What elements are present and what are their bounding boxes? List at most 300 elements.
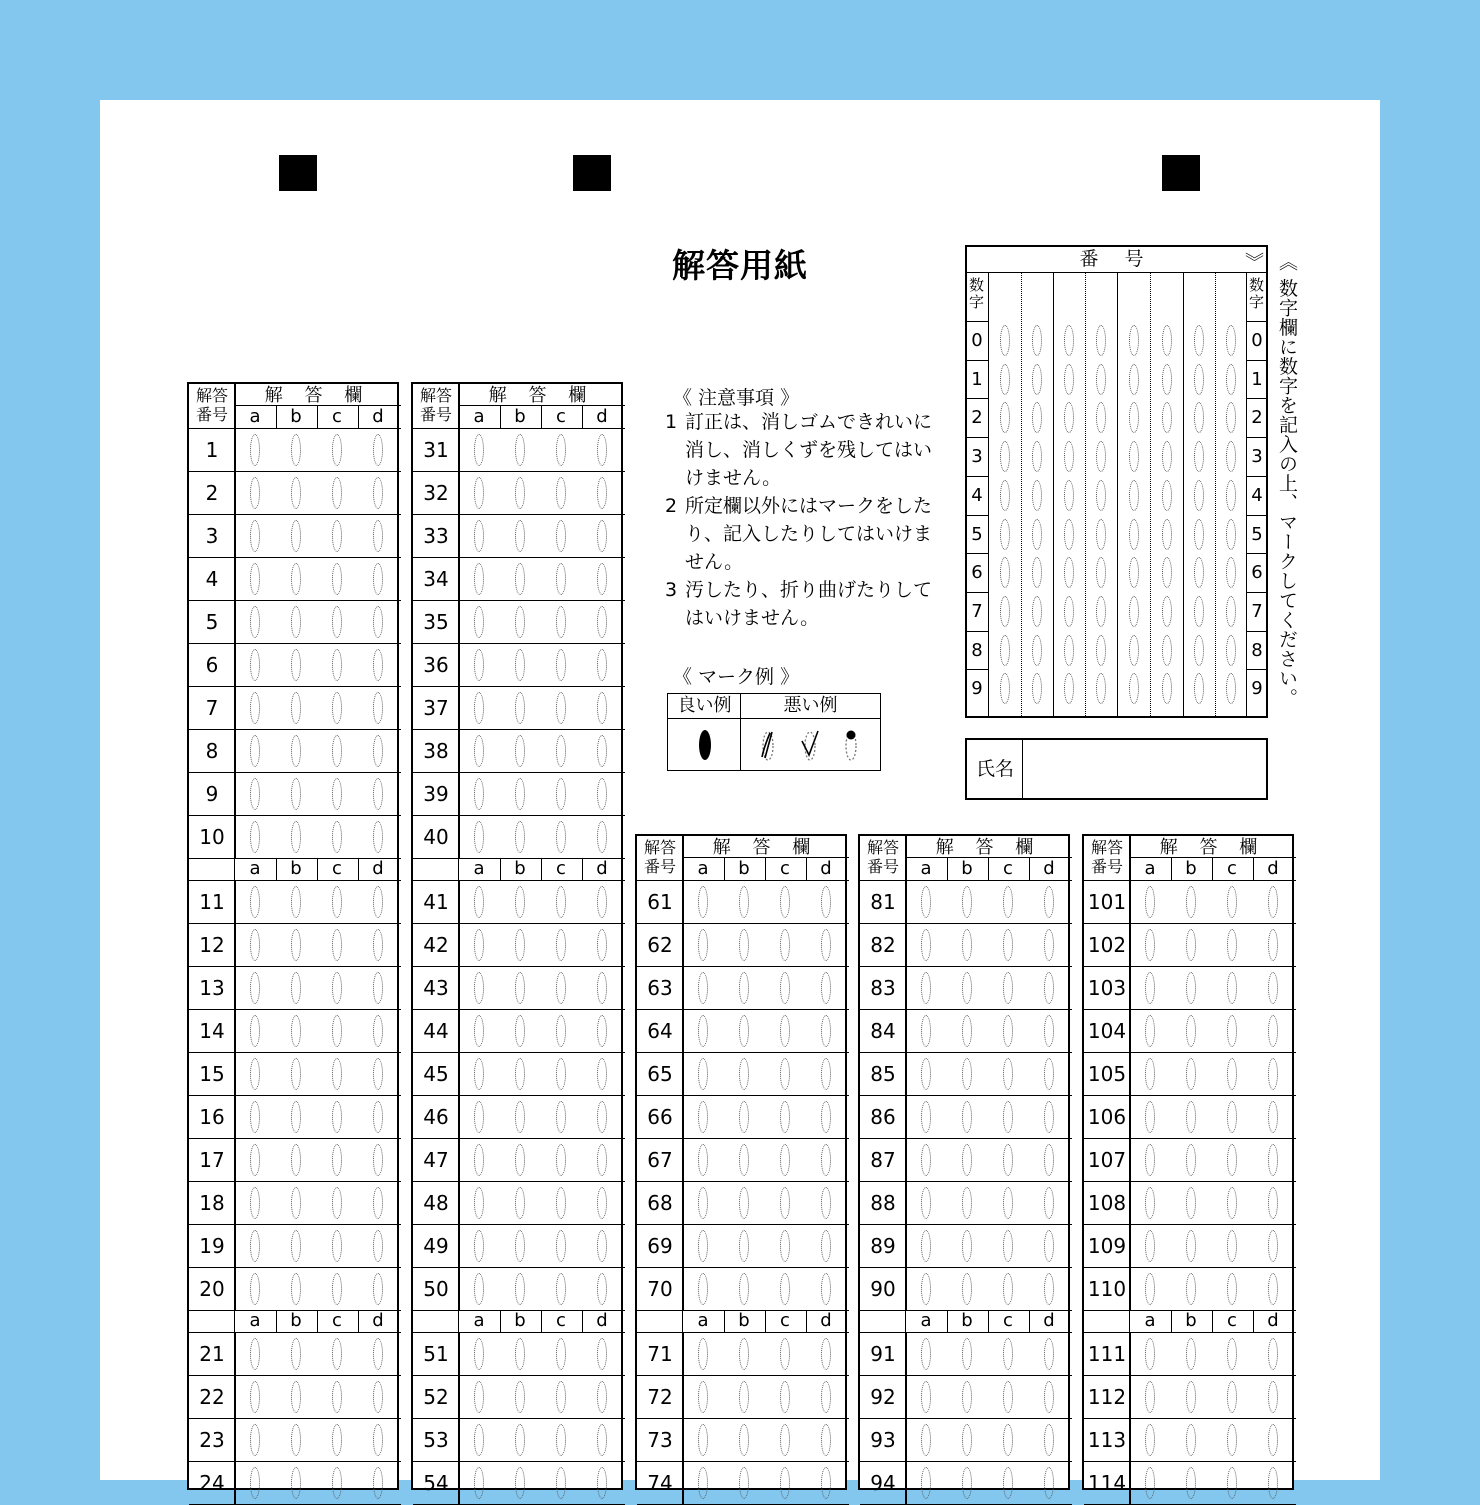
answer-bubble[interactable]: [1268, 1338, 1278, 1370]
answer-bubble[interactable]: [332, 821, 342, 853]
id-digit-bubble[interactable]: [1096, 673, 1106, 704]
answer-bubble[interactable]: [921, 886, 931, 918]
answer-bubble[interactable]: [250, 735, 260, 767]
answer-bubble[interactable]: [921, 1144, 931, 1176]
id-digit-bubble[interactable]: [1064, 635, 1074, 666]
answer-bubble[interactable]: [1003, 1101, 1013, 1133]
answer-bubble[interactable]: [739, 1187, 749, 1219]
answer-bubble[interactable]: [373, 692, 383, 724]
answer-bubble[interactable]: [250, 1058, 260, 1090]
answer-bubble[interactable]: [780, 1058, 790, 1090]
answer-bubble[interactable]: [739, 1144, 749, 1176]
answer-bubble[interactable]: [332, 1381, 342, 1413]
answer-bubble[interactable]: [1003, 1058, 1013, 1090]
answer-bubble[interactable]: [474, 477, 484, 509]
answer-bubble[interactable]: [1186, 1144, 1196, 1176]
id-digit-bubble[interactable]: [1162, 441, 1172, 472]
answer-bubble[interactable]: [1003, 1424, 1013, 1456]
answer-bubble[interactable]: [1227, 972, 1237, 1004]
answer-bubble[interactable]: [921, 929, 931, 961]
answer-bubble[interactable]: [556, 1187, 566, 1219]
id-digit-bubble[interactable]: [1226, 480, 1236, 511]
answer-bubble[interactable]: [597, 972, 607, 1004]
answer-bubble[interactable]: [515, 606, 525, 638]
answer-bubble[interactable]: [515, 1144, 525, 1176]
answer-bubble[interactable]: [597, 1187, 607, 1219]
answer-bubble[interactable]: [250, 477, 260, 509]
answer-bubble[interactable]: [250, 1144, 260, 1176]
answer-bubble[interactable]: [291, 1101, 301, 1133]
answer-bubble[interactable]: [1227, 1381, 1237, 1413]
id-digit-bubble[interactable]: [1194, 596, 1204, 627]
answer-bubble[interactable]: [373, 649, 383, 681]
id-digit-bubble[interactable]: [1226, 402, 1236, 433]
answer-bubble[interactable]: [1268, 972, 1278, 1004]
answer-bubble[interactable]: [1186, 886, 1196, 918]
answer-bubble[interactable]: [780, 886, 790, 918]
answer-bubble[interactable]: [291, 1230, 301, 1262]
answer-bubble[interactable]: [556, 778, 566, 810]
answer-bubble[interactable]: [515, 563, 525, 595]
answer-bubble[interactable]: [780, 1424, 790, 1456]
answer-bubble[interactable]: [250, 563, 260, 595]
answer-bubble[interactable]: [291, 1058, 301, 1090]
id-digit-bubble[interactable]: [1194, 402, 1204, 433]
answer-bubble[interactable]: [597, 434, 607, 466]
answer-bubble[interactable]: [780, 1187, 790, 1219]
answer-bubble[interactable]: [291, 692, 301, 724]
answer-bubble[interactable]: [291, 1015, 301, 1047]
answer-bubble[interactable]: [698, 886, 708, 918]
id-digit-bubble[interactable]: [1129, 441, 1139, 472]
answer-bubble[interactable]: [1044, 1467, 1054, 1499]
answer-bubble[interactable]: [474, 821, 484, 853]
id-digit-bubble[interactable]: [1129, 596, 1139, 627]
answer-bubble[interactable]: [250, 434, 260, 466]
id-digit-bubble[interactable]: [1226, 364, 1236, 395]
id-digit-bubble[interactable]: [1096, 635, 1106, 666]
answer-bubble[interactable]: [739, 929, 749, 961]
id-digit-bubble[interactable]: [1096, 402, 1106, 433]
id-digit-bubble[interactable]: [1129, 557, 1139, 588]
answer-bubble[interactable]: [1186, 1467, 1196, 1499]
answer-bubble[interactable]: [1003, 1467, 1013, 1499]
answer-bubble[interactable]: [698, 1338, 708, 1370]
answer-bubble[interactable]: [250, 1424, 260, 1456]
answer-bubble[interactable]: [1268, 929, 1278, 961]
answer-bubble[interactable]: [921, 1338, 931, 1370]
answer-bubble[interactable]: [921, 1058, 931, 1090]
id-digit-bubble[interactable]: [1162, 480, 1172, 511]
answer-bubble[interactable]: [1145, 1273, 1155, 1305]
answer-bubble[interactable]: [373, 606, 383, 638]
answer-bubble[interactable]: [821, 1381, 831, 1413]
answer-bubble[interactable]: [1044, 1144, 1054, 1176]
answer-bubble[interactable]: [556, 649, 566, 681]
answer-bubble[interactable]: [739, 1338, 749, 1370]
answer-bubble[interactable]: [291, 606, 301, 638]
answer-bubble[interactable]: [250, 1381, 260, 1413]
answer-bubble[interactable]: [474, 1015, 484, 1047]
answer-bubble[interactable]: [474, 1058, 484, 1090]
answer-bubble[interactable]: [1227, 1101, 1237, 1133]
id-digit-bubble[interactable]: [1226, 325, 1236, 356]
answer-bubble[interactable]: [291, 778, 301, 810]
answer-bubble[interactable]: [739, 1015, 749, 1047]
answer-bubble[interactable]: [373, 1338, 383, 1370]
answer-bubble[interactable]: [962, 1015, 972, 1047]
answer-bubble[interactable]: [1145, 1467, 1155, 1499]
answer-bubble[interactable]: [474, 1338, 484, 1370]
answer-bubble[interactable]: [739, 1273, 749, 1305]
id-digit-bubble[interactable]: [1129, 402, 1139, 433]
id-digit-bubble[interactable]: [1226, 441, 1236, 472]
answer-bubble[interactable]: [1227, 1144, 1237, 1176]
answer-bubble[interactable]: [515, 1424, 525, 1456]
answer-bubble[interactable]: [1268, 1424, 1278, 1456]
answer-bubble[interactable]: [332, 434, 342, 466]
answer-bubble[interactable]: [250, 821, 260, 853]
answer-bubble[interactable]: [373, 1381, 383, 1413]
answer-bubble[interactable]: [373, 1144, 383, 1176]
id-digit-bubble[interactable]: [1194, 557, 1204, 588]
answer-bubble[interactable]: [332, 1187, 342, 1219]
answer-bubble[interactable]: [474, 929, 484, 961]
answer-bubble[interactable]: [556, 692, 566, 724]
answer-bubble[interactable]: [597, 1467, 607, 1499]
answer-bubble[interactable]: [698, 1144, 708, 1176]
answer-bubble[interactable]: [291, 649, 301, 681]
answer-bubble[interactable]: [474, 972, 484, 1004]
answer-bubble[interactable]: [921, 1101, 931, 1133]
answer-bubble[interactable]: [597, 1230, 607, 1262]
answer-bubble[interactable]: [332, 1058, 342, 1090]
answer-bubble[interactable]: [332, 649, 342, 681]
answer-bubble[interactable]: [1145, 972, 1155, 1004]
answer-bubble[interactable]: [780, 972, 790, 1004]
answer-bubble[interactable]: [962, 1381, 972, 1413]
id-digit-bubble[interactable]: [1162, 325, 1172, 356]
answer-bubble[interactable]: [474, 606, 484, 638]
answer-bubble[interactable]: [556, 606, 566, 638]
answer-bubble[interactable]: [962, 1338, 972, 1370]
answer-bubble[interactable]: [962, 1424, 972, 1456]
answer-bubble[interactable]: [821, 1144, 831, 1176]
id-digit-bubble[interactable]: [1000, 635, 1010, 666]
answer-bubble[interactable]: [1145, 1338, 1155, 1370]
answer-bubble[interactable]: [1044, 1338, 1054, 1370]
answer-bubble[interactable]: [597, 1058, 607, 1090]
answer-bubble[interactable]: [1268, 1101, 1278, 1133]
answer-bubble[interactable]: [250, 1230, 260, 1262]
answer-bubble[interactable]: [474, 1187, 484, 1219]
id-digit-bubble[interactable]: [1096, 364, 1106, 395]
id-digit-bubble[interactable]: [1096, 519, 1106, 550]
answer-bubble[interactable]: [474, 1230, 484, 1262]
answer-bubble[interactable]: [780, 1338, 790, 1370]
answer-bubble[interactable]: [474, 692, 484, 724]
id-digit-bubble[interactable]: [1194, 325, 1204, 356]
answer-bubble[interactable]: [1145, 1144, 1155, 1176]
answer-bubble[interactable]: [921, 1381, 931, 1413]
id-digit-bubble[interactable]: [1226, 596, 1236, 627]
id-digit-bubble[interactable]: [1000, 557, 1010, 588]
answer-bubble[interactable]: [332, 563, 342, 595]
id-digit-bubble[interactable]: [1162, 596, 1172, 627]
answer-bubble[interactable]: [1268, 1187, 1278, 1219]
answer-bubble[interactable]: [1003, 1273, 1013, 1305]
answer-bubble[interactable]: [556, 1101, 566, 1133]
answer-bubble[interactable]: [373, 1230, 383, 1262]
answer-bubble[interactable]: [515, 477, 525, 509]
id-digit-bubble[interactable]: [1226, 519, 1236, 550]
answer-bubble[interactable]: [1186, 1187, 1196, 1219]
answer-bubble[interactable]: [1003, 1144, 1013, 1176]
answer-bubble[interactable]: [1145, 886, 1155, 918]
answer-bubble[interactable]: [291, 520, 301, 552]
answer-bubble[interactable]: [962, 1273, 972, 1305]
answer-bubble[interactable]: [1227, 1467, 1237, 1499]
answer-bubble[interactable]: [373, 434, 383, 466]
answer-bubble[interactable]: [1145, 929, 1155, 961]
answer-bubble[interactable]: [250, 929, 260, 961]
id-digit-bubble[interactable]: [1129, 480, 1139, 511]
answer-bubble[interactable]: [821, 1058, 831, 1090]
answer-bubble[interactable]: [921, 1273, 931, 1305]
answer-bubble[interactable]: [373, 1424, 383, 1456]
id-digit-bubble[interactable]: [1162, 364, 1172, 395]
answer-bubble[interactable]: [780, 1015, 790, 1047]
answer-bubble[interactable]: [373, 1101, 383, 1133]
id-digit-bubble[interactable]: [1064, 557, 1074, 588]
answer-bubble[interactable]: [556, 1273, 566, 1305]
answer-bubble[interactable]: [515, 434, 525, 466]
name-input[interactable]: [1029, 740, 1260, 798]
answer-bubble[interactable]: [739, 1058, 749, 1090]
answer-bubble[interactable]: [1044, 1381, 1054, 1413]
answer-bubble[interactable]: [291, 1273, 301, 1305]
answer-bubble[interactable]: [515, 1015, 525, 1047]
id-digit-bubble[interactable]: [1162, 557, 1172, 588]
answer-bubble[interactable]: [250, 520, 260, 552]
answer-bubble[interactable]: [291, 477, 301, 509]
answer-bubble[interactable]: [291, 434, 301, 466]
answer-bubble[interactable]: [515, 821, 525, 853]
answer-bubble[interactable]: [1145, 1381, 1155, 1413]
id-digit-bubble[interactable]: [1194, 441, 1204, 472]
answer-bubble[interactable]: [780, 1101, 790, 1133]
answer-bubble[interactable]: [474, 735, 484, 767]
id-digit-bubble[interactable]: [1194, 673, 1204, 704]
answer-bubble[interactable]: [597, 1273, 607, 1305]
answer-bubble[interactable]: [556, 929, 566, 961]
answer-bubble[interactable]: [921, 1467, 931, 1499]
answer-bubble[interactable]: [474, 1144, 484, 1176]
answer-bubble[interactable]: [1227, 1015, 1237, 1047]
answer-bubble[interactable]: [1044, 1015, 1054, 1047]
answer-bubble[interactable]: [332, 692, 342, 724]
answer-bubble[interactable]: [1003, 886, 1013, 918]
answer-bubble[interactable]: [373, 929, 383, 961]
answer-bubble[interactable]: [597, 886, 607, 918]
id-digit-bubble[interactable]: [1032, 596, 1042, 627]
answer-bubble[interactable]: [597, 606, 607, 638]
answer-bubble[interactable]: [373, 778, 383, 810]
id-digit-bubble[interactable]: [1000, 325, 1010, 356]
id-digit-bubble[interactable]: [1000, 402, 1010, 433]
answer-bubble[interactable]: [739, 972, 749, 1004]
id-digit-bubble[interactable]: [1162, 673, 1172, 704]
answer-bubble[interactable]: [373, 477, 383, 509]
answer-bubble[interactable]: [821, 1187, 831, 1219]
id-digit-bubble[interactable]: [1032, 441, 1042, 472]
answer-bubble[interactable]: [698, 929, 708, 961]
id-digit-bubble[interactable]: [1096, 480, 1106, 511]
answer-bubble[interactable]: [1003, 1230, 1013, 1262]
id-digit-bubble[interactable]: [1194, 519, 1204, 550]
answer-bubble[interactable]: [962, 1467, 972, 1499]
answer-bubble[interactable]: [515, 520, 525, 552]
answer-bubble[interactable]: [556, 1338, 566, 1370]
answer-bubble[interactable]: [1268, 1015, 1278, 1047]
id-digit-bubble[interactable]: [1194, 364, 1204, 395]
id-digit-bubble[interactable]: [1226, 557, 1236, 588]
answer-bubble[interactable]: [556, 434, 566, 466]
answer-bubble[interactable]: [556, 1230, 566, 1262]
answer-bubble[interactable]: [1044, 1187, 1054, 1219]
id-digit-bubble[interactable]: [1194, 480, 1204, 511]
answer-bubble[interactable]: [332, 1338, 342, 1370]
answer-bubble[interactable]: [780, 1467, 790, 1499]
answer-bubble[interactable]: [515, 1467, 525, 1499]
answer-bubble[interactable]: [962, 929, 972, 961]
answer-bubble[interactable]: [1186, 1338, 1196, 1370]
answer-bubble[interactable]: [962, 1101, 972, 1133]
answer-bubble[interactable]: [698, 1230, 708, 1262]
answer-bubble[interactable]: [332, 520, 342, 552]
answer-bubble[interactable]: [1044, 1273, 1054, 1305]
answer-bubble[interactable]: [1145, 1101, 1155, 1133]
id-digit-bubble[interactable]: [1129, 519, 1139, 550]
answer-bubble[interactable]: [821, 972, 831, 1004]
answer-bubble[interactable]: [597, 929, 607, 961]
answer-bubble[interactable]: [597, 821, 607, 853]
answer-bubble[interactable]: [821, 1015, 831, 1047]
answer-bubble[interactable]: [962, 1230, 972, 1262]
id-digit-bubble[interactable]: [1000, 364, 1010, 395]
answer-bubble[interactable]: [1003, 1015, 1013, 1047]
answer-bubble[interactable]: [250, 649, 260, 681]
answer-bubble[interactable]: [597, 563, 607, 595]
id-digit-bubble[interactable]: [1032, 635, 1042, 666]
answer-bubble[interactable]: [1145, 1230, 1155, 1262]
answer-bubble[interactable]: [515, 692, 525, 724]
id-digit-bubble[interactable]: [1129, 364, 1139, 395]
answer-bubble[interactable]: [921, 1015, 931, 1047]
answer-bubble[interactable]: [556, 520, 566, 552]
answer-bubble[interactable]: [332, 1230, 342, 1262]
answer-bubble[interactable]: [332, 929, 342, 961]
answer-bubble[interactable]: [291, 1467, 301, 1499]
answer-bubble[interactable]: [332, 1015, 342, 1047]
answer-bubble[interactable]: [515, 972, 525, 1004]
answer-bubble[interactable]: [291, 563, 301, 595]
answer-bubble[interactable]: [332, 735, 342, 767]
answer-bubble[interactable]: [515, 1187, 525, 1219]
id-digit-bubble[interactable]: [1064, 441, 1074, 472]
id-digit-bubble[interactable]: [1162, 635, 1172, 666]
answer-bubble[interactable]: [821, 929, 831, 961]
answer-bubble[interactable]: [780, 1144, 790, 1176]
answer-bubble[interactable]: [921, 1230, 931, 1262]
answer-bubble[interactable]: [291, 1187, 301, 1219]
answer-bubble[interactable]: [515, 735, 525, 767]
answer-bubble[interactable]: [515, 1273, 525, 1305]
answer-bubble[interactable]: [597, 1144, 607, 1176]
answer-bubble[interactable]: [373, 972, 383, 1004]
answer-bubble[interactable]: [698, 1015, 708, 1047]
answer-bubble[interactable]: [921, 1424, 931, 1456]
answer-bubble[interactable]: [291, 735, 301, 767]
answer-bubble[interactable]: [962, 972, 972, 1004]
answer-bubble[interactable]: [373, 1187, 383, 1219]
answer-bubble[interactable]: [332, 972, 342, 1004]
answer-bubble[interactable]: [821, 1338, 831, 1370]
answer-bubble[interactable]: [1044, 886, 1054, 918]
answer-bubble[interactable]: [250, 606, 260, 638]
answer-bubble[interactable]: [1268, 1230, 1278, 1262]
id-digit-bubble[interactable]: [1194, 635, 1204, 666]
id-digit-bubble[interactable]: [1000, 480, 1010, 511]
answer-bubble[interactable]: [1044, 929, 1054, 961]
answer-bubble[interactable]: [780, 1381, 790, 1413]
answer-bubble[interactable]: [1044, 1101, 1054, 1133]
answer-bubble[interactable]: [1227, 1187, 1237, 1219]
answer-bubble[interactable]: [698, 1101, 708, 1133]
answer-bubble[interactable]: [1227, 1424, 1237, 1456]
answer-bubble[interactable]: [1044, 1230, 1054, 1262]
answer-bubble[interactable]: [474, 520, 484, 552]
id-digit-bubble[interactable]: [1032, 557, 1042, 588]
answer-bubble[interactable]: [556, 1015, 566, 1047]
answer-bubble[interactable]: [1003, 972, 1013, 1004]
name-field[interactable]: [965, 738, 1268, 800]
answer-bubble[interactable]: [373, 886, 383, 918]
answer-bubble[interactable]: [780, 1230, 790, 1262]
answer-bubble[interactable]: [332, 1101, 342, 1133]
id-digit-bubble[interactable]: [1096, 325, 1106, 356]
id-digit-bubble[interactable]: [1129, 635, 1139, 666]
answer-bubble[interactable]: [250, 1273, 260, 1305]
answer-bubble[interactable]: [250, 886, 260, 918]
answer-bubble[interactable]: [597, 1424, 607, 1456]
answer-bubble[interactable]: [1044, 972, 1054, 1004]
id-digit-bubble[interactable]: [1226, 673, 1236, 704]
answer-bubble[interactable]: [474, 778, 484, 810]
answer-bubble[interactable]: [474, 649, 484, 681]
answer-bubble[interactable]: [698, 1058, 708, 1090]
answer-bubble[interactable]: [739, 1467, 749, 1499]
id-digit-bubble[interactable]: [1064, 402, 1074, 433]
answer-bubble[interactable]: [1186, 1058, 1196, 1090]
id-digit-bubble[interactable]: [1096, 441, 1106, 472]
answer-bubble[interactable]: [821, 1230, 831, 1262]
id-digit-bubble[interactable]: [1064, 325, 1074, 356]
answer-bubble[interactable]: [515, 886, 525, 918]
answer-bubble[interactable]: [780, 1273, 790, 1305]
answer-bubble[interactable]: [597, 1338, 607, 1370]
answer-bubble[interactable]: [780, 929, 790, 961]
